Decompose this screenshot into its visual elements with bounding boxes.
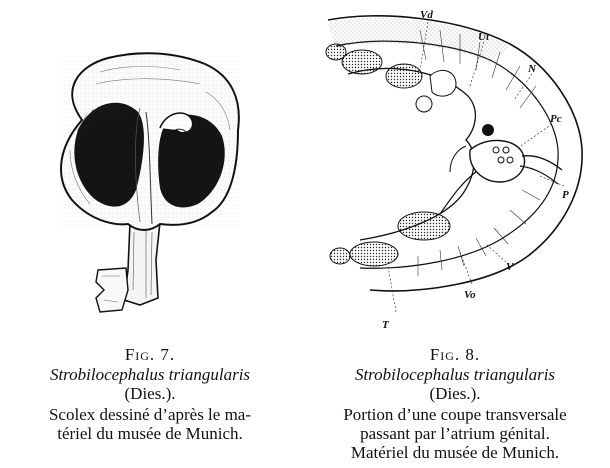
label-vd: Vd bbox=[420, 9, 433, 21]
fig8-number: Fig. 8. bbox=[429, 345, 481, 364]
fig7-description-line2: tériel du musée de Munich. bbox=[57, 424, 243, 443]
figure-7 bbox=[0, 0, 300, 468]
fig8-description-line1: Portion d’une coupe transversale bbox=[343, 405, 567, 424]
fig7-author: (Dies.). bbox=[124, 384, 176, 403]
fig7-number: Fig. 7. bbox=[124, 345, 176, 364]
fig8-description-line2: passant par l’atrium génital. bbox=[360, 424, 550, 443]
label-vo: Vo bbox=[464, 289, 476, 301]
label-pc: Pc bbox=[550, 113, 562, 125]
section-drawing bbox=[300, 0, 610, 345]
fig8-author: (Dies.). bbox=[429, 384, 481, 403]
label-t: T bbox=[382, 319, 389, 331]
fig8-description-line3: Matériel du musée de Munich. bbox=[350, 443, 560, 462]
scolex-drawing bbox=[0, 0, 300, 360]
label-v: V bbox=[506, 261, 514, 273]
label-ut: Ut bbox=[478, 31, 489, 43]
figure-8 bbox=[300, 0, 610, 468]
label-p: P bbox=[562, 189, 569, 201]
fig7-description-line1: Scolex dessiné d’après le ma- bbox=[48, 405, 252, 424]
fig7-species: Strobilocephalus triangularis bbox=[49, 365, 251, 384]
fig8-species: Strobilocephalus triangularis bbox=[354, 365, 556, 384]
label-n: N bbox=[528, 63, 536, 75]
